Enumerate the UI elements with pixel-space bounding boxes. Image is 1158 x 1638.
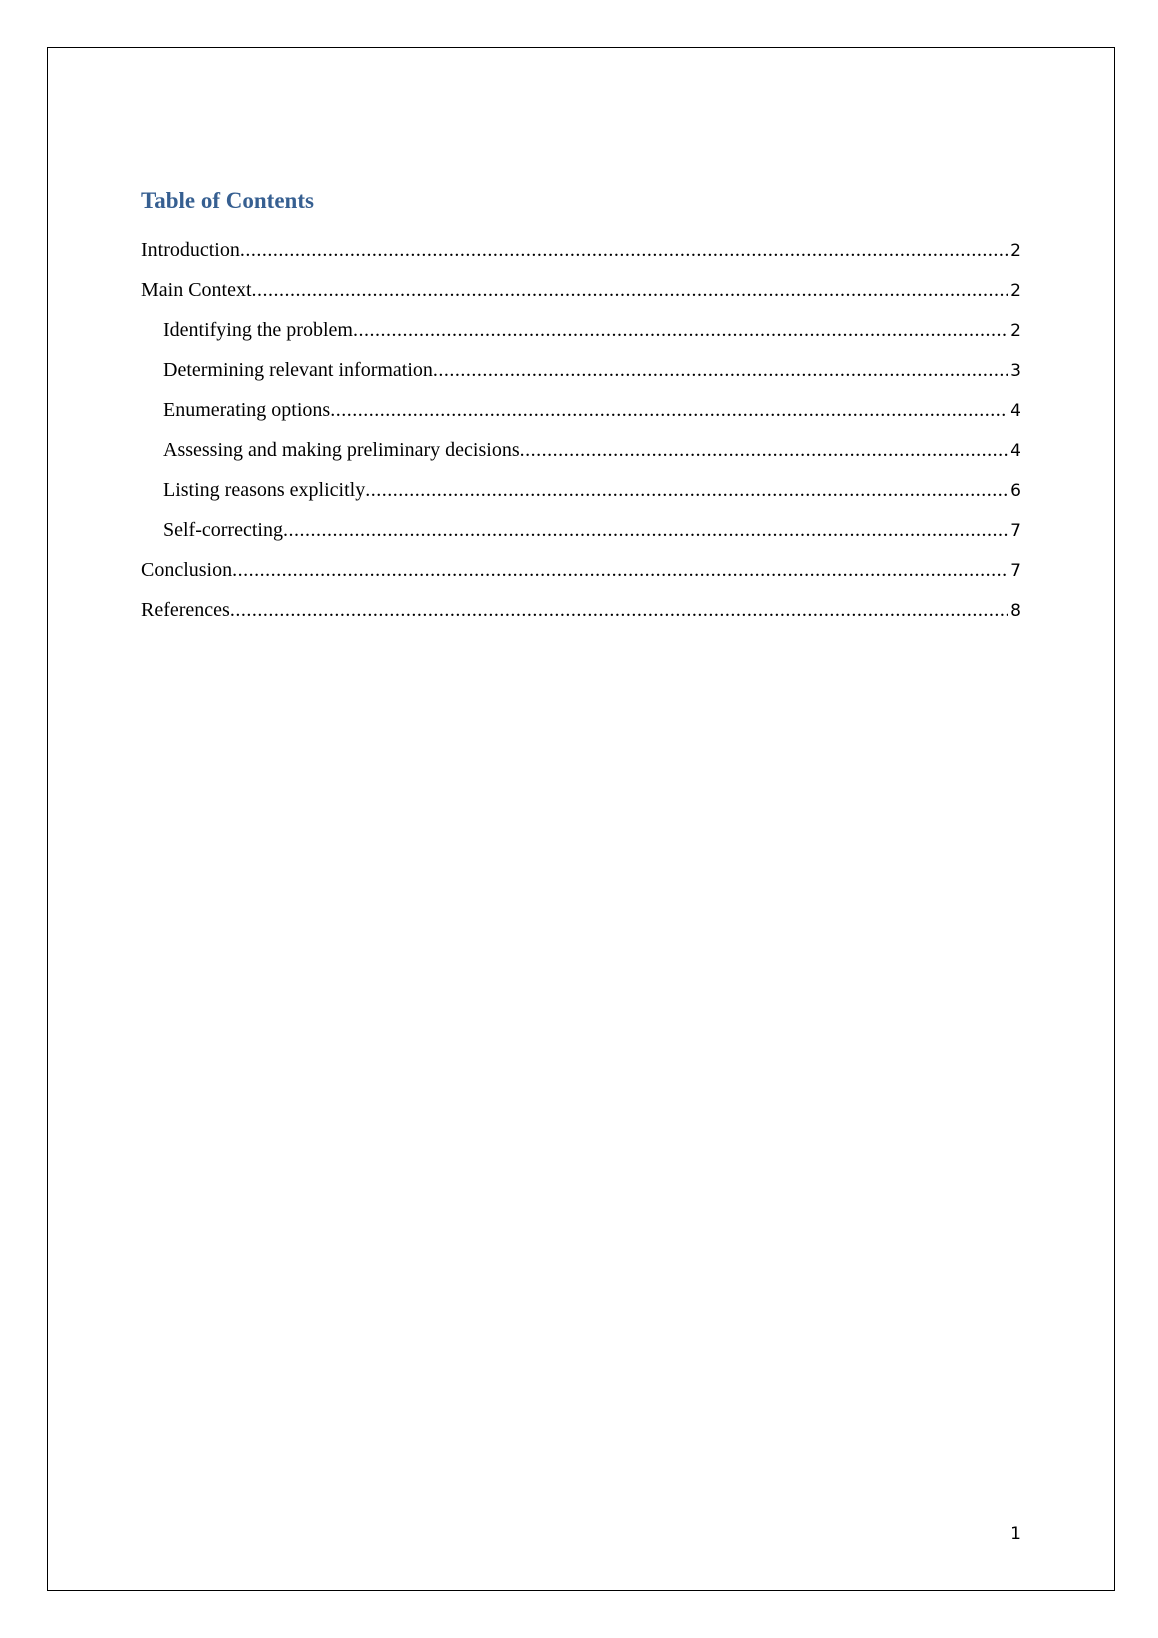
- toc-entry-text: Enumerating options: [163, 399, 331, 421]
- toc-entry-introduction[interactable]: [141, 230, 1021, 270]
- toc-entry-page: 2: [1010, 241, 1021, 261]
- toc-dot-leader: [232, 550, 1008, 590]
- toc-dot-leader: [433, 350, 1008, 390]
- toc-entry-page: 6: [1010, 481, 1021, 501]
- toc-entry-text: Assessing and making preliminary decisions: [163, 439, 520, 461]
- toc-entry-text: Main Context: [141, 279, 252, 301]
- toc-dot-leader: [283, 510, 1008, 550]
- toc-dot-leader: [353, 310, 1008, 350]
- toc-entry-text: Conclusion: [141, 559, 233, 581]
- toc-dot-leader: [520, 430, 1009, 470]
- toc-entry-page: 2: [1010, 281, 1021, 301]
- toc-entry-conclusion[interactable]: [141, 550, 1021, 590]
- toc-dot-leader: [230, 590, 1008, 630]
- document-content: [141, 182, 1021, 630]
- toc-entry-identifying-the-problem[interactable]: [141, 310, 1021, 350]
- toc-entry-page: 4: [1010, 401, 1021, 421]
- toc-list: [141, 230, 1021, 630]
- toc-entry-references[interactable]: [141, 590, 1021, 630]
- toc-entry-page: 3: [1010, 361, 1021, 381]
- toc-entry-page: 4: [1010, 441, 1021, 461]
- toc-title: Table of Contents: [141, 188, 314, 213]
- toc-entry-determining-relevant-information[interactable]: [141, 350, 1021, 390]
- toc-entry-page: 7: [1010, 521, 1021, 541]
- toc-entry-text: Listing reasons explicitly: [163, 479, 366, 501]
- toc-entry-enumerating-options[interactable]: [141, 390, 1021, 430]
- toc-dot-leader: [365, 470, 1008, 510]
- toc-entry-text: References: [141, 599, 230, 621]
- toc-entry-assessing-and-making-preliminary-decisions[interactable]: [141, 430, 1021, 470]
- page-number: 1: [1010, 1524, 1021, 1544]
- toc-entry-text: Identifying the problem: [163, 319, 353, 341]
- toc-entry-page: 7: [1010, 561, 1021, 581]
- toc-entry-text: Determining relevant information: [163, 359, 433, 381]
- toc-entry-page: 2: [1010, 321, 1021, 341]
- toc-dot-leader: [240, 230, 1008, 270]
- toc-entry-listing-reasons-explicitly[interactable]: [141, 470, 1021, 510]
- toc-entry-text: Introduction: [141, 239, 240, 261]
- toc-entry-page: 8: [1010, 601, 1021, 621]
- toc-entry-main-context[interactable]: [141, 270, 1021, 310]
- toc-dot-leader: [252, 270, 1009, 310]
- toc-entry-self-correcting[interactable]: [141, 510, 1021, 550]
- toc-dot-leader: [330, 390, 1008, 430]
- toc-entry-text: Self-correcting: [163, 519, 283, 541]
